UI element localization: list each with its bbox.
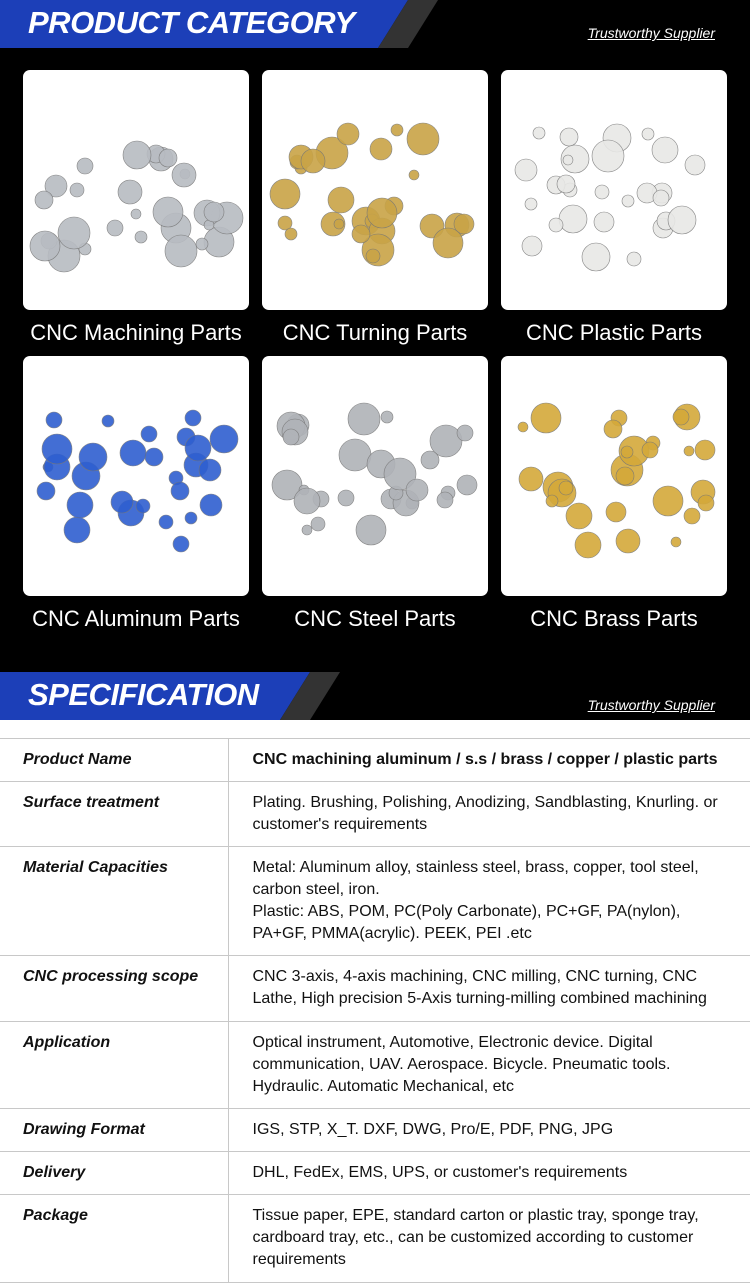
product-image-5[interactable] [262, 356, 488, 596]
spec-key: Drawing Format [0, 1109, 228, 1152]
product-image-1[interactable] [23, 70, 249, 310]
product-image-4[interactable] [23, 356, 249, 596]
spec-value: Metal: Aluminum alloy, stainless steel, brass, copper, tool steel, carbon steel, iron. [252, 859, 699, 898]
spec-title: SPECIFICATION [28, 677, 259, 712]
spec-value-2: Plastic: ABS, POM, PC(Poly Carbonate), PC+GF, PA(nylon), PA+GF, PMMA(acrylic). PEEK, PEI .etc [252, 903, 681, 942]
spec-value: CNC machining aluminum / s.s / brass / copper / plastic parts [252, 751, 718, 768]
spec-key: Package [0, 1195, 228, 1283]
trustworthy-supplier-link[interactable]: Trustworthy Supplier [587, 697, 715, 713]
product-label[interactable]: CNC Turning Parts [282, 320, 468, 345]
spec-value: DHL, FedEx, EMS, UPS, or customer's requirements [252, 1164, 628, 1181]
product-label[interactable]: CNC Plastic Parts [525, 320, 703, 345]
product-image-2[interactable] [262, 70, 488, 310]
product-label[interactable]: CNC Aluminum Parts [32, 606, 240, 631]
parts-illustration [262, 70, 488, 310]
product-image-3[interactable] [501, 70, 727, 310]
spec-row [0, 847, 750, 956]
spec-row [0, 956, 750, 1022]
parts-illustration [501, 70, 727, 310]
spec-key: Delivery [0, 1152, 228, 1195]
product-label[interactable]: CNC Machining Parts [30, 320, 242, 345]
parts-illustration [501, 356, 727, 596]
spec-table [0, 738, 750, 1283]
spec-key: Product Name [0, 739, 228, 782]
spec-value: IGS, STP, X_T. DXF, DWG, Pro/E, PDF, PNG, JPG [252, 1121, 614, 1138]
category-banner [0, 0, 750, 48]
spec-banner [0, 672, 750, 720]
spec-row [0, 782, 750, 847]
spec-value: Optical instrument, Automotive, Electronic device. Digital communication, UAV. Aerospace. Bicycle. Pneumatic tools. Hydraulic. Automatic Mechanical, etc [252, 1034, 671, 1095]
parts-illustration [23, 356, 249, 596]
product-image-6[interactable] [501, 356, 727, 596]
spec-value: CNC 3-axis, 4-axis machining, CNC milling, CNC turning, CNC Lathe, High precision 5-Axis turning-milling combined machining [252, 968, 707, 1007]
spec-value: Tissue paper, EPE, standard carton or plastic tray, sponge tray, cardboard tray, etc., can be customized according to customer requirements [252, 1207, 699, 1268]
spec-row [0, 1152, 750, 1195]
category-title: PRODUCT CATEGORY [28, 5, 355, 40]
spec-row [0, 1022, 750, 1109]
spec-key: Material Capacities [0, 847, 228, 956]
spec-key: Surface treatment [0, 782, 228, 847]
spec-row [0, 1109, 750, 1152]
parts-illustration [262, 356, 488, 596]
spec-key: CNC processing scope [0, 956, 228, 1022]
product-label[interactable]: CNC Steel Parts [294, 606, 456, 631]
spec-row [0, 1195, 750, 1283]
product-label[interactable]: CNC Brass Parts [530, 606, 698, 631]
spec-row [0, 739, 750, 782]
spec-key: Application [0, 1022, 228, 1109]
parts-illustration [23, 70, 249, 310]
trustworthy-supplier-link[interactable]: Trustworthy Supplier [587, 25, 715, 41]
spec-value: Plating. Brushing, Polishing, Anodizing, Sandblasting, Knurling. or customer's requirements [252, 794, 718, 833]
